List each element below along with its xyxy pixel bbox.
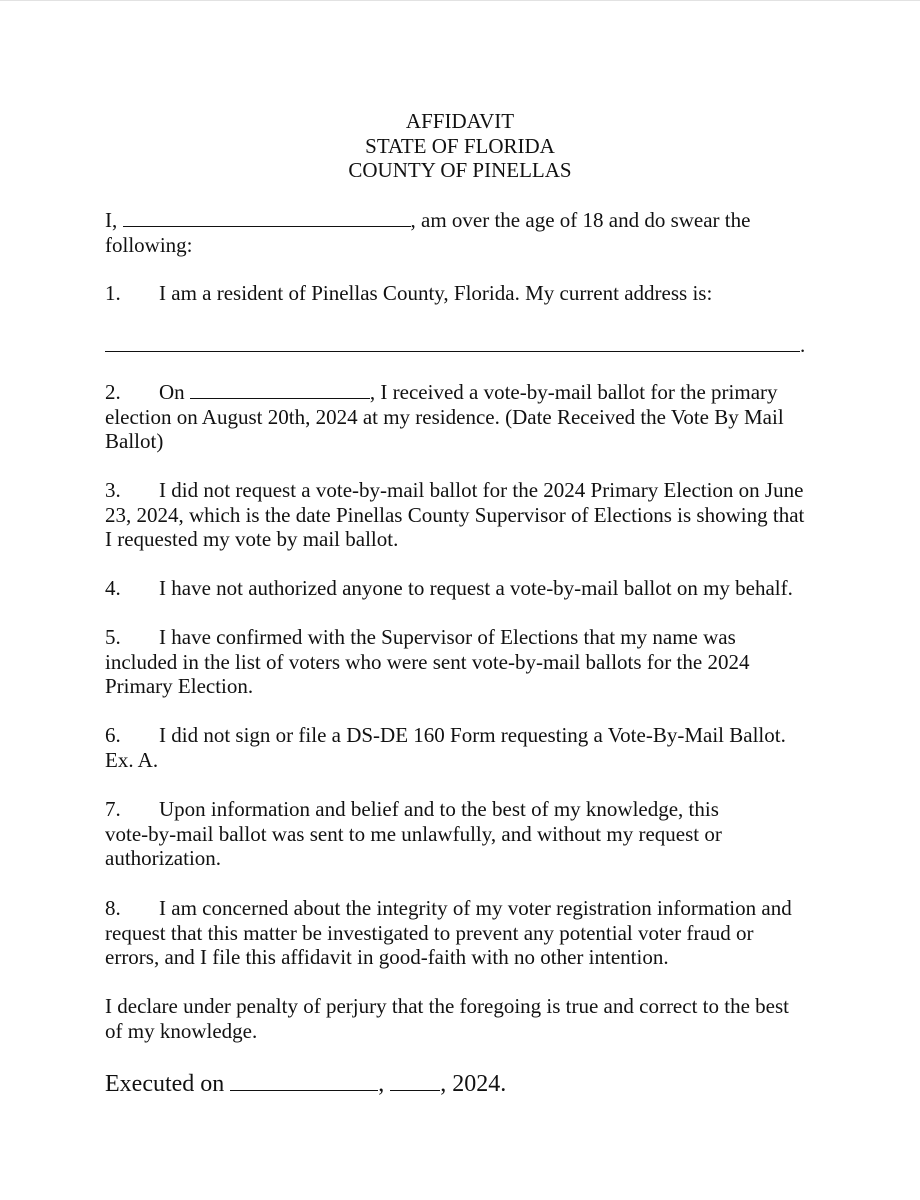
paragraph-text: I did not request a vote-by-mail ballot for the 2024 Primary Election on June bbox=[159, 478, 804, 502]
paragraph-number: 1. bbox=[105, 281, 121, 305]
name-blank[interactable] bbox=[123, 207, 411, 227]
paragraph-number: 6. bbox=[105, 723, 121, 747]
paragraph-text: I have not authorized anyone to request a vote-by-mail ballot on my behalf. bbox=[159, 576, 793, 600]
paragraph-number: 2. bbox=[105, 380, 121, 404]
executed-line bbox=[105, 1068, 820, 1098]
paragraph-6 bbox=[105, 723, 820, 772]
day-blank[interactable] bbox=[390, 1068, 440, 1091]
paragraph-text: errors, and I file this affidavit in good-faith with no other intention. bbox=[105, 945, 669, 969]
address-line bbox=[105, 332, 820, 358]
paragraph-number: 3. bbox=[105, 478, 121, 502]
paragraph-text: I did not sign or file a DS-DE 160 Form requesting a Vote-By-Mail Ballot. bbox=[159, 723, 786, 747]
intro-paragraph bbox=[105, 207, 820, 257]
declaration-text: of my knowledge. bbox=[105, 1018, 258, 1043]
paragraph-number: 5. bbox=[105, 625, 121, 649]
intro-suffix: , am over the age of 18 and do swear the bbox=[410, 208, 751, 232]
intro-line-2: following: bbox=[105, 232, 193, 257]
address-blank[interactable] bbox=[105, 332, 800, 352]
document-title: AFFIDAVIT bbox=[405, 109, 515, 133]
paragraph-text: included in the list of voters who were sent vote-by-mail ballots for the 2024 bbox=[105, 649, 750, 674]
declaration-text: I declare under penalty of perjury that the foregoing is true and correct to the best bbox=[105, 994, 789, 1018]
month-blank[interactable] bbox=[230, 1068, 378, 1091]
paragraph-text: Ballot) bbox=[105, 429, 164, 453]
executed-prefix: Executed on bbox=[105, 1071, 225, 1097]
paragraph-text: , I received a vote-by-mail ballot for the primary bbox=[369, 380, 778, 404]
paragraph-text: request that this matter be investigated to prevent any potential voter fraud or bbox=[105, 920, 754, 945]
paragraph-1 bbox=[105, 281, 820, 306]
executed-sep: , bbox=[378, 1071, 385, 1097]
state-line: STATE OF FLORIDA bbox=[365, 133, 555, 158]
paragraph-3 bbox=[105, 478, 820, 552]
paragraph-8 bbox=[105, 896, 820, 970]
paragraph-text: I am concerned about the integrity of my voter registration information and bbox=[159, 896, 792, 920]
declaration bbox=[105, 994, 820, 1043]
paragraph-2 bbox=[105, 379, 820, 454]
intro-line-1 bbox=[105, 207, 820, 233]
paragraph-text: I have confirmed with the Supervisor of Elections that my name was bbox=[159, 625, 736, 649]
paragraph-4 bbox=[105, 576, 820, 601]
paragraph-text: Upon information and belief and to the best of my knowledge, this bbox=[159, 797, 719, 821]
paragraph-number: 4. bbox=[105, 576, 121, 600]
paragraph-number: 8. bbox=[105, 896, 121, 920]
paragraph-7 bbox=[105, 797, 820, 871]
county-line: COUNTY OF PINELLAS bbox=[348, 158, 572, 182]
paragraph-text: I am a resident of Pinellas County, Florida. My current address is: bbox=[159, 281, 713, 305]
paragraph-text: I requested my vote by mail ballot. bbox=[105, 527, 399, 551]
paragraph-text: vote-by-mail ballot was sent to me unlawfully, and without my request or bbox=[105, 821, 722, 846]
address-period: . bbox=[800, 333, 806, 357]
paragraph-text: Primary Election. bbox=[105, 674, 254, 698]
on-label: On bbox=[159, 380, 185, 404]
intro-prefix: I, bbox=[105, 208, 118, 232]
executed-year: , 2024. bbox=[440, 1071, 507, 1097]
paragraph-5 bbox=[105, 625, 820, 699]
paragraph-text: Ex. A. bbox=[105, 747, 159, 772]
paragraph-text: election on August 20th, 2024 at my residence. (Date Received the Vote By Mail bbox=[105, 404, 784, 429]
document-header bbox=[0, 109, 920, 183]
paragraph-text: 23, 2024, which is the date Pinellas County Supervisor of Elections is showing that bbox=[105, 502, 805, 527]
paragraph-number: 7. bbox=[105, 797, 121, 821]
page-top-border bbox=[0, 0, 920, 1]
paragraph-text: authorization. bbox=[105, 846, 222, 870]
date-received-blank[interactable] bbox=[190, 379, 370, 399]
